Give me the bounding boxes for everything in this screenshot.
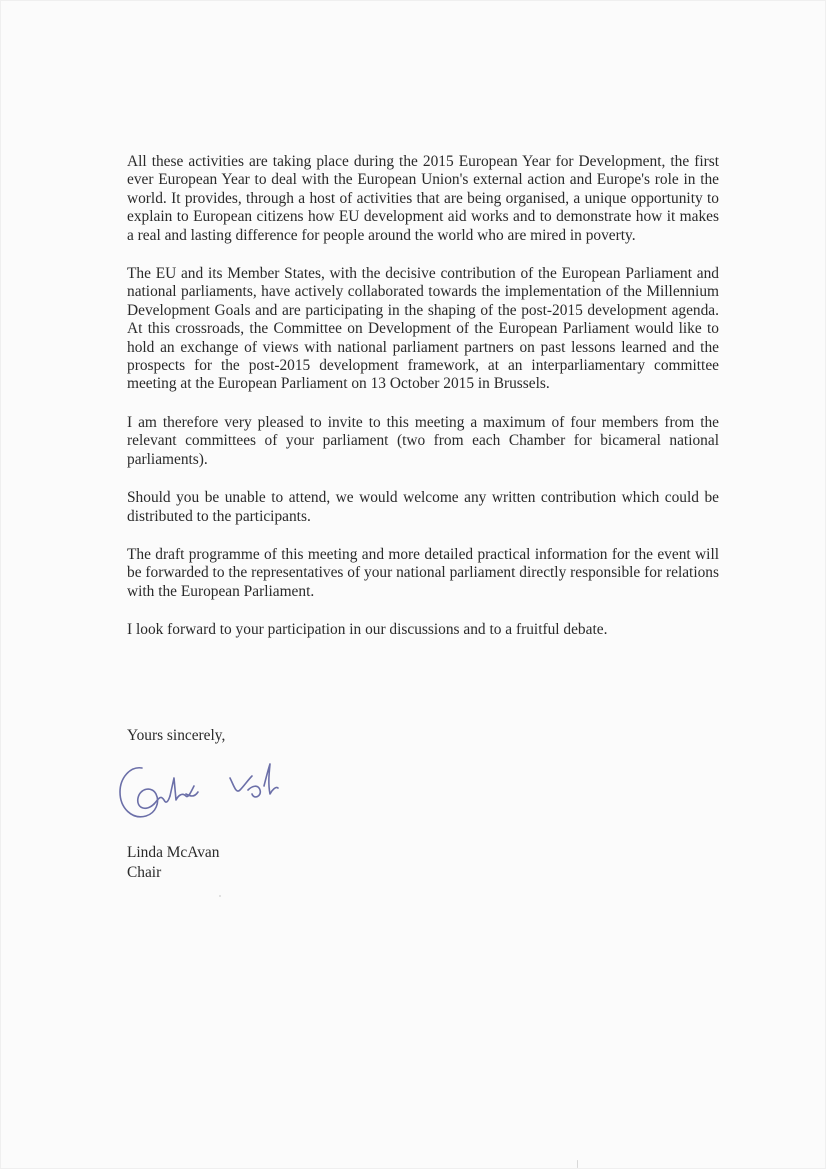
paragraph-eu-member-states: The EU and its Member States, with the decisive contribution of the European Parliament and national parliaments, have actively collaborated towards the implementation of the Millennium Development Goals and are participating in the shaping of the post-2015 development agenda. At this crossroads, the Committee on Development of the European Parliament would like to hold an exchange of views with national parliament partners on past lessons learned and the prospects for the post-2015 development framework, at an interparliamentary committee meeting at the European Parliament on 13 October 2015 in Brussels. [127,265,719,393]
handwritten-signature [112,756,282,831]
closing-salutation: Yours sincerely, [127,727,226,744]
paragraph-look-forward: I look forward to your participation in our discussions and to a fruitful debate. [127,621,608,639]
paragraph-invitation: I am therefore very pleased to invite to this meeting a maximum of four members from the relevant committees of your parliament (two from each Chamber for bicameral national parliaments). [127,413,719,468]
signer-name: Linda McAvan [127,844,220,861]
scan-speck [577,1160,578,1168]
paragraph-european-year: All these activities are taking place during the 2015 European Year for Development, the first ever European Year to deal with the European Union's external action and Europe's role in the world. It provides, through a host of activities that are being organised, a unique opportunity to explain to European citizens how EU development aid works and to demonstrate how it makes a real and lasting difference for people around the world who are mired in poverty. [127,153,719,244]
signer-block [127,843,219,883]
scan-speck [219,895,221,897]
paragraph-written-contribution: Should you be unable to attend, we would welcome any written contribution which could be distributed to the participants. [127,489,719,525]
paragraph-draft-programme: The draft programme of this meeting and more detailed practical information for the event will be forwarded to the representatives of your national parliament directly responsible for relations with the European Parliament. [127,545,719,600]
signer-title: Chair [127,864,162,881]
letter-body [127,153,719,660]
